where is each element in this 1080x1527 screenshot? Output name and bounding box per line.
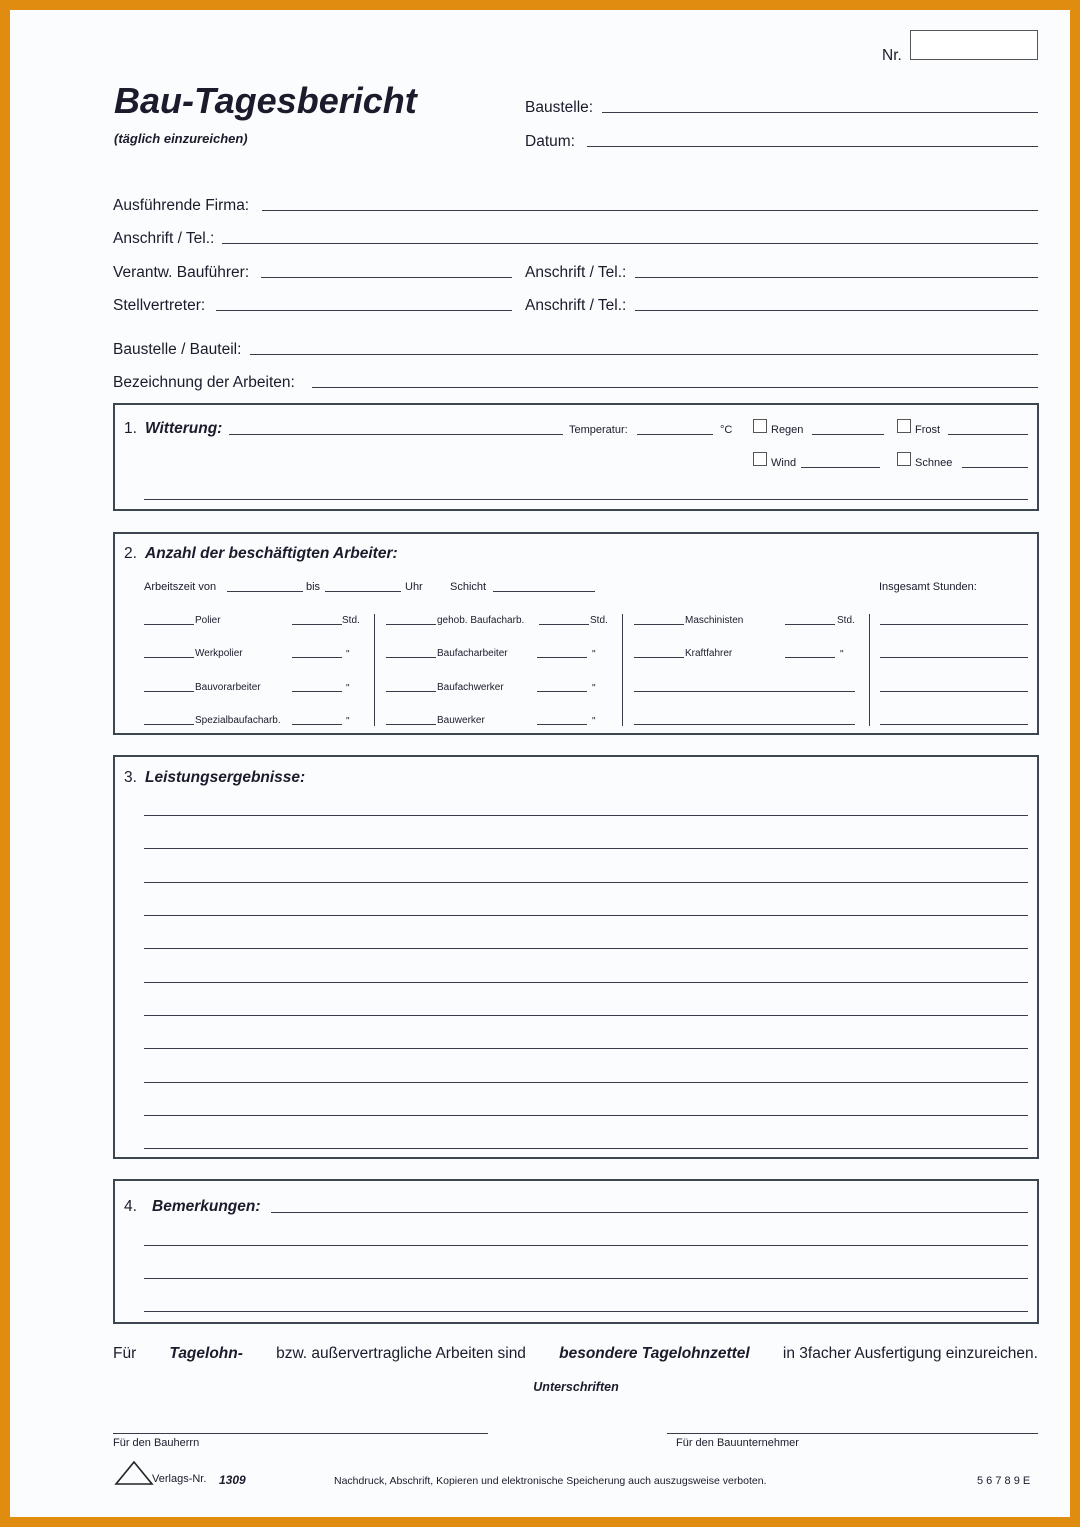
bauvorarbeiter-hours[interactable] — [292, 691, 342, 692]
signatures-heading: Unterschriften — [533, 1380, 619, 1394]
section-arbeiter — [113, 532, 1039, 735]
baufacharbeiter-count[interactable] — [386, 657, 436, 658]
werkpolier-label: Werkpolier — [195, 648, 243, 659]
werkpolier-count[interactable] — [144, 657, 194, 658]
baustelle-label: Baustelle: — [525, 99, 594, 116]
s3-number: 3. — [124, 769, 137, 786]
rnk-logo-triangle-icon — [114, 1460, 154, 1486]
kraftfahrer-label: Kraftfahrer — [685, 648, 733, 659]
anschrift3-label: Anschrift / Tel.: — [525, 297, 627, 314]
column-divider — [622, 614, 623, 726]
regen-checkbox[interactable] — [753, 419, 767, 433]
bauvorarbeiter-label: Bauvorarbeiter — [195, 682, 261, 693]
bauwerker-label: Bauwerker — [437, 715, 485, 726]
maschinisten-hours[interactable] — [785, 624, 835, 625]
temperatur-unit: °C — [720, 424, 733, 436]
rnk-logo — [114, 1460, 154, 1486]
leistung-line[interactable] — [144, 1048, 1028, 1049]
regen-label: Regen — [771, 424, 804, 436]
polier-count[interactable] — [144, 624, 194, 625]
extra-worker-line[interactable] — [634, 724, 855, 725]
s4-title: Bemerkungen: — [152, 1198, 261, 1215]
notice-part: Für — [113, 1345, 137, 1362]
signature-bauherr-line[interactable] — [113, 1433, 488, 1434]
s1-number: 1. — [124, 420, 137, 437]
ditto-mark: " — [346, 716, 350, 727]
extra-worker-line[interactable] — [634, 691, 855, 692]
maschinisten-count[interactable] — [634, 624, 684, 625]
insgesamt-label: Insgesamt Stunden: — [879, 581, 977, 593]
bauwerker-hours[interactable] — [537, 724, 587, 725]
form-code: 5 6 7 8 9 E — [977, 1475, 1031, 1487]
bis-label: bis — [306, 581, 321, 593]
arbeiten-label: Bezeichnung der Arbeiten: — [113, 374, 295, 391]
anschrift2-label: Anschrift / Tel.: — [525, 264, 627, 281]
stellvertreter-label: Stellvertreter: — [113, 297, 206, 314]
spezialbaufacharb-label: Spezialbaufacharb. — [195, 715, 281, 726]
s1-title: Witterung: — [145, 420, 223, 437]
anschrift2-field[interactable] — [635, 277, 1038, 278]
leistung-line[interactable] — [144, 882, 1028, 883]
witterung-field[interactable] — [229, 434, 563, 435]
nr-label: Nr. — [882, 47, 902, 64]
total-hours-line[interactable] — [880, 657, 1028, 658]
baufachwerker-label: Baufachwerker — [437, 682, 504, 693]
signature-bauunternehmer-line[interactable] — [667, 1433, 1038, 1434]
schnee-field[interactable] — [962, 467, 1028, 468]
verlags-nr: 1309 — [219, 1473, 246, 1487]
arbeitszeit-von-field[interactable] — [227, 591, 303, 592]
werkpolier-hours[interactable] — [292, 657, 342, 658]
bemerkung-line[interactable] — [144, 1278, 1028, 1279]
s3-title: Leistungsergebnisse: — [145, 769, 306, 786]
std-label: Std. — [342, 615, 360, 626]
firma-label: Ausführende Firma: — [113, 197, 250, 214]
ditto-mark: " — [592, 716, 596, 727]
schicht-field[interactable] — [493, 591, 595, 592]
s2-number: 2. — [124, 545, 137, 562]
stellvertreter-field[interactable] — [216, 310, 512, 311]
uhr-label: Uhr — [405, 581, 423, 593]
notice-emphasis: besondere Tagelohnzettel — [559, 1345, 750, 1362]
schnee-label: Schnee — [915, 457, 953, 469]
total-hours-line[interactable] — [880, 724, 1028, 725]
leistung-line[interactable] — [144, 815, 1028, 816]
schicht-label: Schicht — [450, 581, 487, 593]
baufachwerker-count[interactable] — [386, 691, 436, 692]
baufachwerker-hours[interactable] — [537, 691, 587, 692]
form-page — [10, 10, 1070, 1517]
kraftfahrer-count[interactable] — [634, 657, 684, 658]
column-divider — [869, 614, 870, 726]
regen-field[interactable] — [812, 434, 884, 435]
nr-field[interactable] — [910, 30, 1038, 60]
polier-hours[interactable] — [292, 624, 342, 625]
s4-number: 4. — [124, 1198, 137, 1215]
ditto-mark: " — [346, 683, 350, 694]
section-witterung — [113, 403, 1039, 511]
section-bemerkungen — [113, 1179, 1039, 1324]
verlags-label: Verlags-Nr. — [152, 1473, 207, 1485]
firma-field[interactable] — [262, 210, 1038, 211]
bauwerker-count[interactable] — [386, 724, 436, 725]
anschrift-label: Anschrift / Tel.: — [113, 230, 215, 247]
copyright-notice: Nachdruck, Abschrift, Kopieren und elektronische Speicherung auch auszugsweise verboten. — [334, 1475, 767, 1487]
bauteil-label: Baustelle / Bauteil: — [113, 341, 242, 358]
bauvorarbeiter-count[interactable] — [144, 691, 194, 692]
frost-label: Frost — [915, 424, 941, 436]
temperatur-label: Temperatur: — [569, 424, 628, 436]
schnee-checkbox[interactable] — [897, 452, 911, 466]
baustelle-field[interactable] — [602, 112, 1038, 113]
anschrift-field[interactable] — [222, 243, 1038, 244]
spezialbaufacharb-count[interactable] — [144, 724, 194, 725]
leistung-line[interactable] — [144, 848, 1028, 849]
gehob-baufacharb-count[interactable] — [386, 624, 436, 625]
ditto-mark: " — [592, 649, 596, 660]
leistung-line[interactable] — [144, 1015, 1028, 1016]
temperatur-field[interactable] — [637, 434, 713, 435]
spezialbaufacharb-hours[interactable] — [292, 724, 342, 725]
signature-bauunternehmer-label: Für den Bauunternehmer — [676, 1437, 799, 1449]
kraftfahrer-hours[interactable] — [785, 657, 835, 658]
s2-title: Anzahl der beschäftigten Arbeiter: — [145, 545, 398, 562]
baufuehrer-field[interactable] — [261, 277, 512, 278]
baufuehrer-label: Verantw. Bauführer: — [113, 264, 250, 281]
wind-label: Wind — [771, 457, 797, 469]
wind-checkbox[interactable] — [753, 452, 767, 466]
total-hours-line[interactable] — [880, 624, 1028, 625]
leistung-line[interactable] — [144, 1115, 1028, 1116]
leistung-line[interactable] — [144, 982, 1028, 983]
signature-bauherr-label: Für den Bauherrn — [113, 1437, 200, 1449]
baufacharbeiter-hours[interactable] — [537, 657, 587, 658]
gehob-baufacharb-hours[interactable] — [539, 624, 589, 625]
leistung-line[interactable] — [144, 915, 1028, 916]
leistung-line[interactable] — [144, 1148, 1028, 1149]
datum-label: Datum: — [525, 133, 575, 150]
wind-field[interactable] — [801, 467, 880, 468]
tagelohn-notice — [113, 1345, 1038, 1363]
bemerkung-line[interactable] — [271, 1212, 1028, 1213]
ditto-mark: " — [346, 649, 350, 660]
notice-part: in 3facher Ausfertigung einzureichen. — [782, 1345, 1038, 1362]
gehob-baufacharb-label: gehob. Baufacharb. — [437, 615, 525, 626]
ditto-mark: " — [840, 649, 844, 660]
arbeitszeit-label: Arbeitszeit von — [144, 581, 217, 593]
total-hours-line[interactable] — [880, 691, 1028, 692]
anschrift3-field[interactable] — [635, 310, 1038, 311]
ditto-mark: " — [592, 683, 596, 694]
leistung-line[interactable] — [144, 948, 1028, 949]
notice-part: bzw. außervertragliche Arbeiten sind — [276, 1345, 526, 1362]
std-label: Std. — [837, 615, 855, 626]
column-divider — [374, 614, 375, 726]
baufacharbeiter-label: Baufacharbeiter — [437, 648, 508, 659]
arbeitszeit-bis-field[interactable] — [325, 591, 401, 592]
std-label: Std. — [590, 615, 608, 626]
form-subtitle: (täglich einzureichen) — [114, 131, 248, 146]
section-leistungsergebnisse — [113, 755, 1039, 1159]
datum-field[interactable] — [587, 146, 1038, 147]
notice-emphasis: Tagelohn- — [169, 1345, 243, 1362]
bemerkung-line[interactable] — [144, 1245, 1028, 1246]
leistung-line[interactable] — [144, 1082, 1028, 1083]
bemerkung-line[interactable] — [144, 1311, 1028, 1312]
arbeiten-field[interactable] — [312, 387, 1038, 388]
form-title: Bau-Tagesbericht — [114, 80, 417, 121]
frost-field[interactable] — [948, 434, 1028, 435]
polier-label: Polier — [195, 615, 221, 626]
maschinisten-label: Maschinisten — [685, 615, 744, 626]
frost-checkbox[interactable] — [897, 419, 911, 433]
bauteil-field[interactable] — [250, 354, 1038, 355]
witterung-extra-line[interactable] — [144, 499, 1028, 500]
